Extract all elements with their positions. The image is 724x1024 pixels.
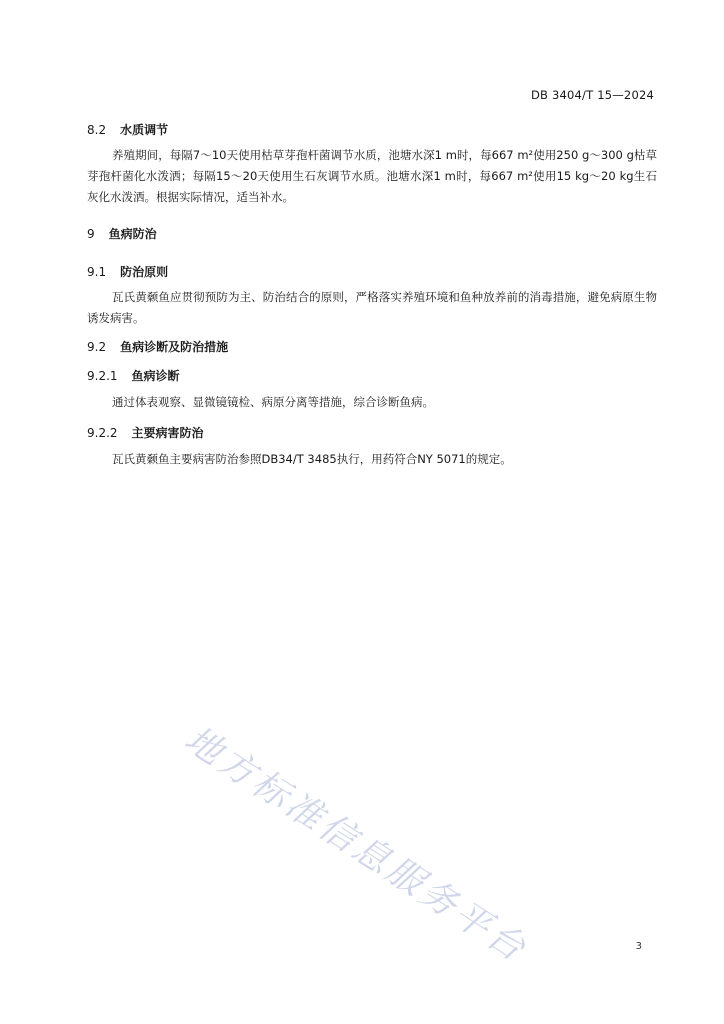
section-title: 主要病害防治 xyxy=(131,426,204,440)
section-title: 水质调节 xyxy=(120,123,169,137)
section-heading-9-1 xyxy=(87,263,168,280)
document-code: DB 3404/T 15—2024 xyxy=(530,88,654,102)
section-number: 9.2.2 xyxy=(87,426,118,440)
section-number: 9.2.1 xyxy=(87,369,118,383)
section-number: 9.1 xyxy=(87,265,107,279)
section-heading-9-2-2 xyxy=(87,424,204,441)
section-paragraph-9-2-2: 瓦氏黄颡鱼主要病害防治参照DB34/T 3485执行，用药符合NY 5071的规定。 xyxy=(112,452,512,466)
section-title: 防治原则 xyxy=(120,265,169,279)
section-title: 鱼病诊断 xyxy=(131,369,180,383)
section-number: 9 xyxy=(87,227,95,241)
watermark: 地方标准信息服务平台 xyxy=(177,718,536,972)
section-paragraph-8-2: 养殖期间，每隔7～10天使用枯草芽孢杆菌调节水质，池塘水深1 m时，每667 m²使用250 g～300 g枯草芽孢杆菌化水泼洒；每隔15～20天使用生石灰调节水质。池塘水深1 m时，每667 m²使用15 kg～20 kg生石灰化水泼洒。根据实际情况，适当补水。 xyxy=(87,148,657,204)
section-title: 鱼病防治 xyxy=(108,227,157,241)
section-heading-8-2 xyxy=(87,121,168,138)
section-paragraph-9-2-1: 通过体表观察、显微镜镜检、病原分离等措施，综合诊断鱼病。 xyxy=(112,395,434,409)
page-number: 3 xyxy=(635,941,642,952)
section-number: 9.2 xyxy=(87,340,107,354)
section-title: 鱼病诊断及防治措施 xyxy=(120,340,229,354)
section-heading-9-2-1 xyxy=(87,367,180,384)
section-number: 8.2 xyxy=(87,123,107,137)
section-heading-9 xyxy=(87,225,157,242)
section-heading-9-2 xyxy=(87,338,228,355)
section-paragraph-9-1: 瓦氏黄颡鱼应贯彻预防为主、防治结合的原则，严格落实养殖环境和鱼种放养前的消毒措施，避免病原生物诱发病害。 xyxy=(87,290,657,325)
